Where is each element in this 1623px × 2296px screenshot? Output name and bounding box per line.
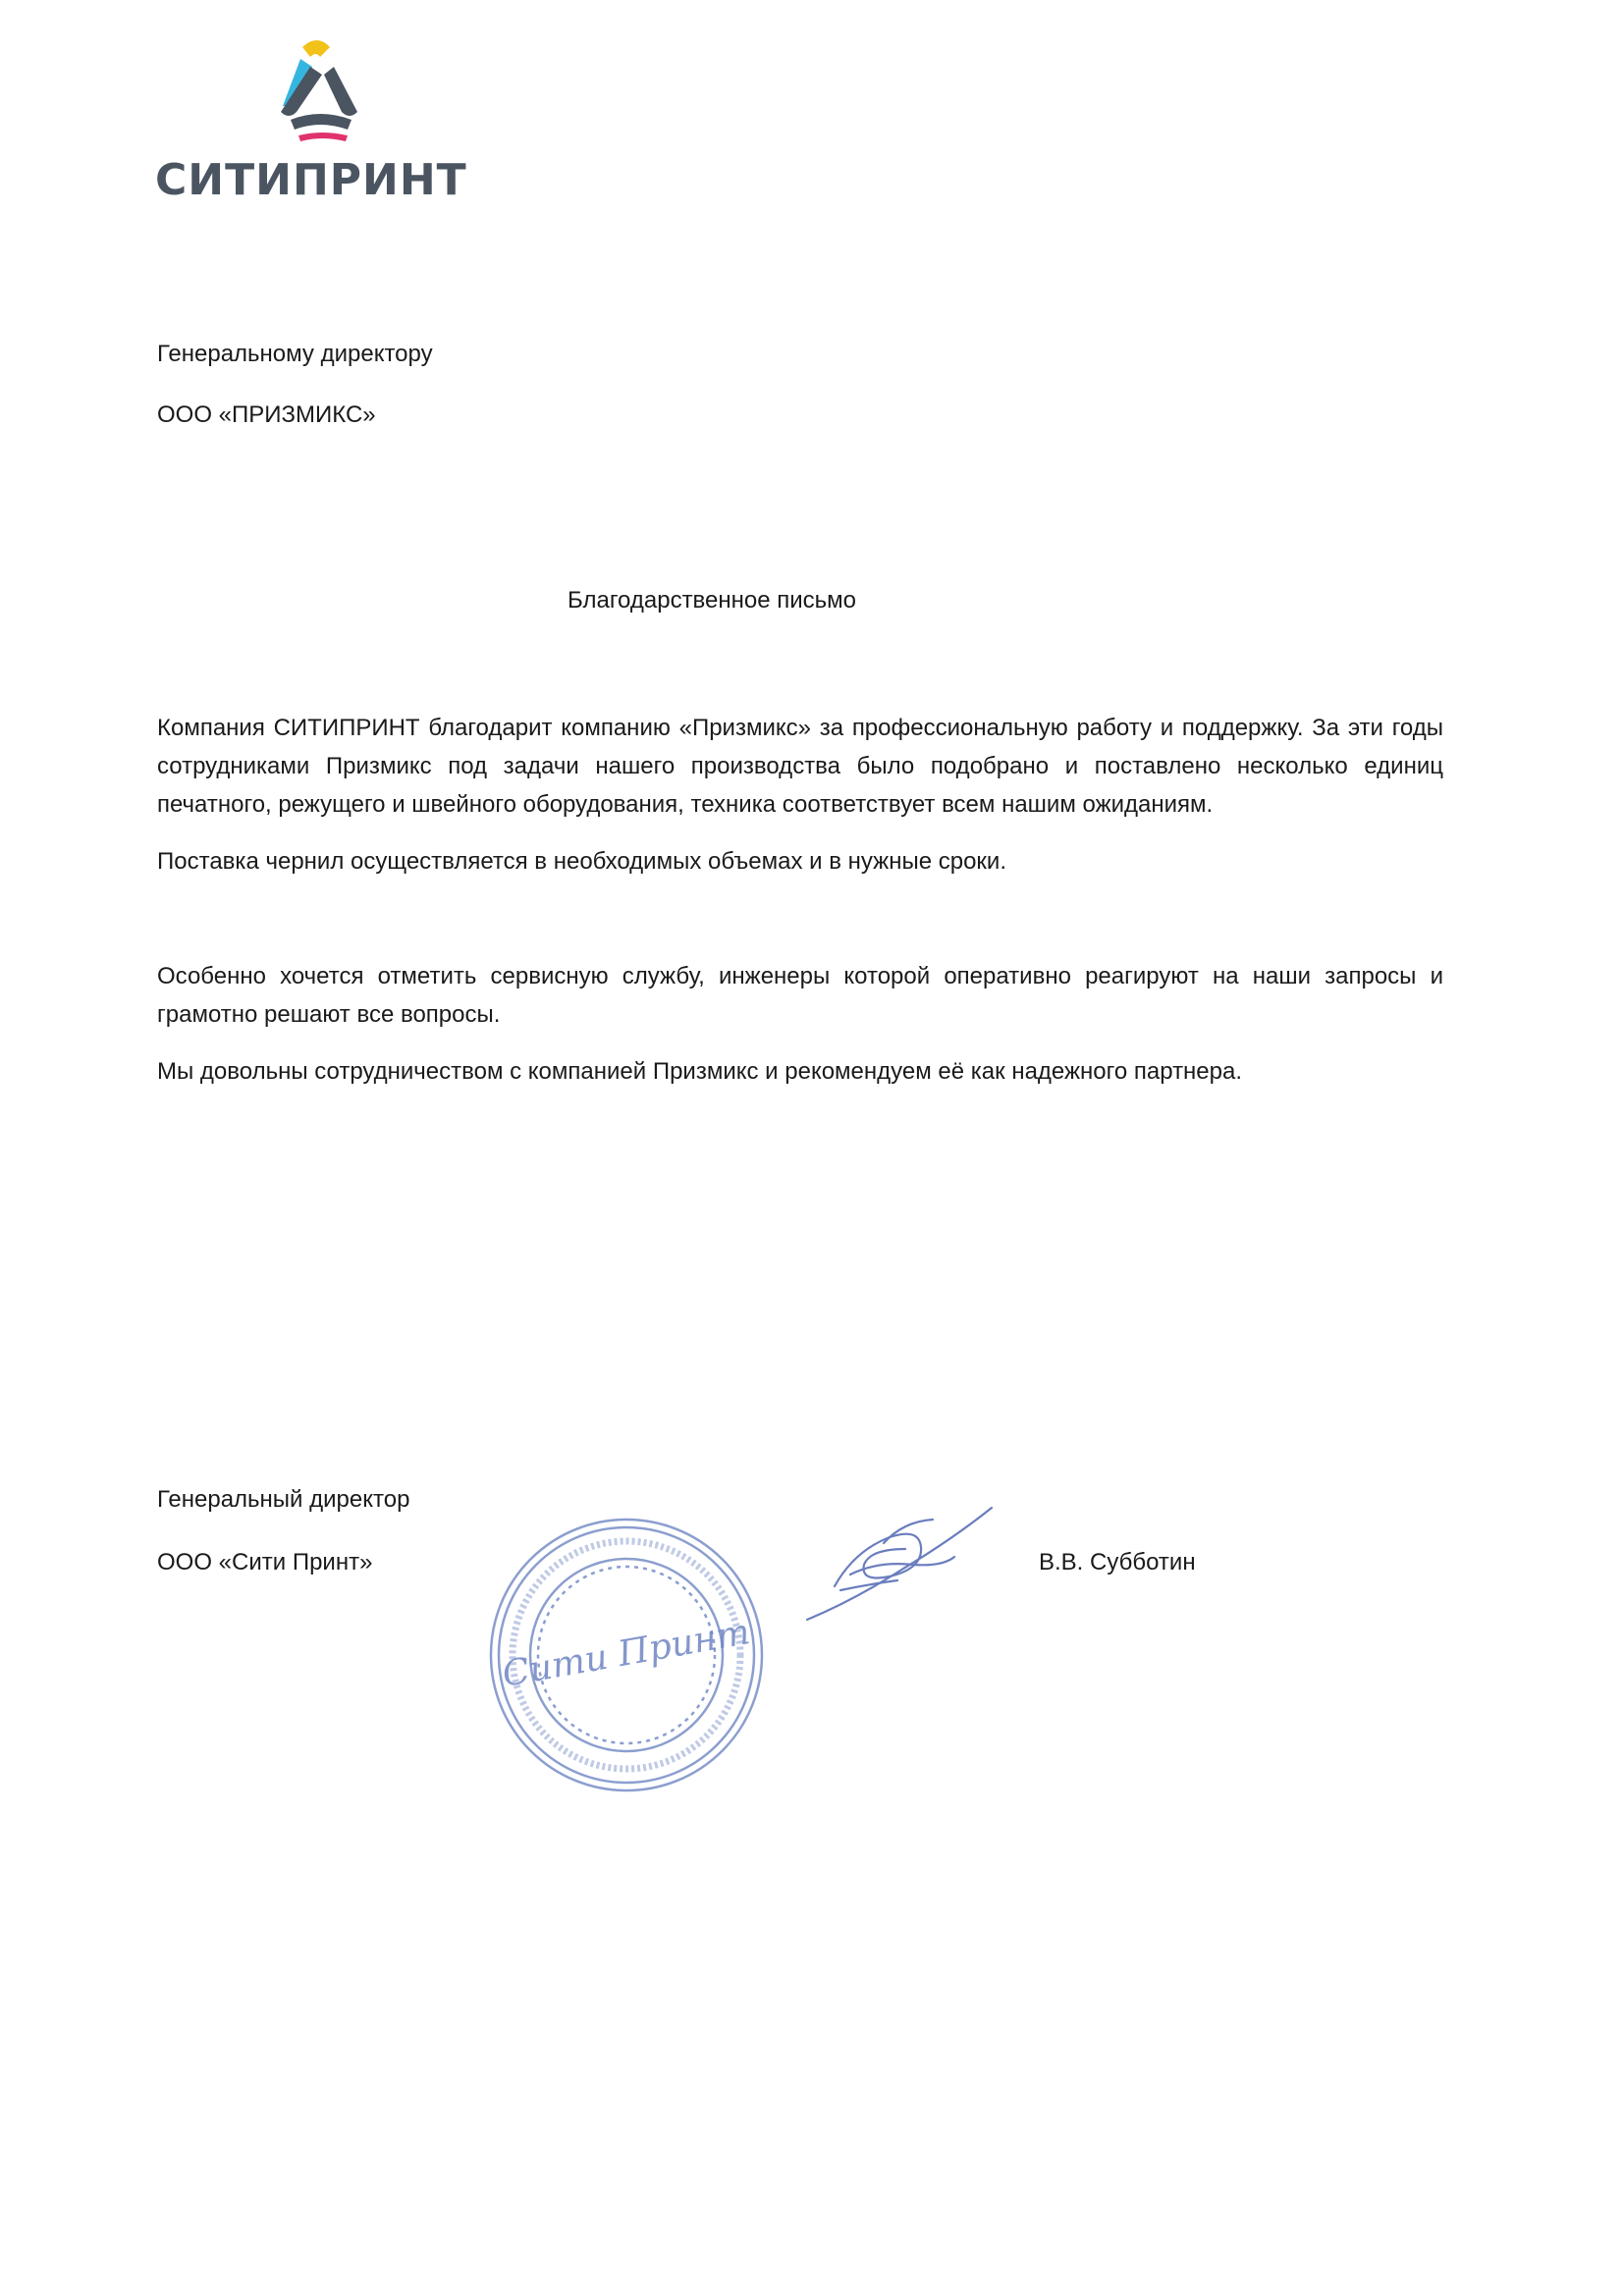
logo-graphic [155,29,499,201]
signatory-role: Генеральный директор [157,1486,410,1513]
logo-emblem [281,40,357,141]
body-paragraph: Особенно хочется отметить сервисную службу, инженеры которой оперативно реагируют на наши запросы и грамотно решают все вопросы. [157,963,1443,1028]
signature-graphic [795,1492,1011,1629]
handwritten-signature [795,1492,1011,1629]
letter-title: Благодарственное письмо [567,587,857,614]
stamp-graphic [479,1490,784,1814]
stamp-center-text: Сити Принт [499,1612,753,1695]
signatory-organization: ООО «Сити Принт» [157,1549,373,1575]
signatory-name: В.В. Субботин [1039,1549,1196,1575]
body-paragraph: Мы довольны сотрудничеством с компанией Призмикс и рекомендуем её как надежного партнера. [157,1058,1243,1085]
letter-body [157,709,1443,1091]
addressee-company: ООО «ПРИЗМИКС» [157,401,376,428]
company-stamp [479,1490,784,1814]
logo-wordmark: СИТИПРИНТ [155,155,467,201]
body-paragraph: Компания СИТИПРИНТ благодарит компанию «Призмикс» за профессиональную работу и поддержку. За эти годы сотрудниками Призмикс под задачи нашего производства было подобрано и поставлено несколько единиц печатного, режущего и швейного оборудования, техника соответствует всем нашим ожиданиям. [157,715,1443,818]
addressee-position: Генеральному директору [157,341,433,367]
body-paragraph: Поставка чернил осуществляется в необходимых объемах и в нужные сроки. [157,848,1007,875]
company-logo [155,29,499,201]
addressee-block [157,339,433,460]
